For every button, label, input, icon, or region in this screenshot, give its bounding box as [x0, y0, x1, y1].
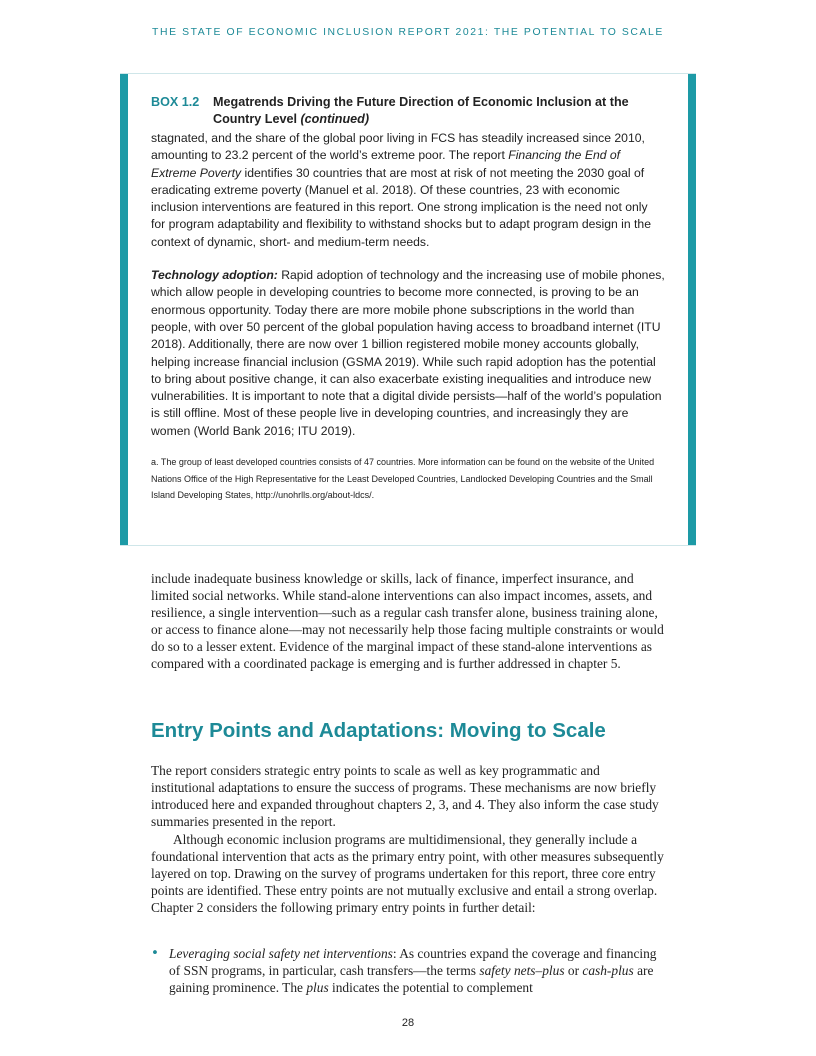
box-left-border	[120, 74, 128, 545]
bullet-social-safety-net: • Leveraging social safety net interventions: As countries expand the coverage and financing of SSN programs, in particular, cash transfers—the terms safety nets–plus or cash-plus are gaining prominence. The plus indicates the potential to complement	[151, 946, 657, 996]
box-footnote: a. The group of least developed countries consists of 47 countries. More information can be found on the website of the United Nations Office of the High Representative for the Least Developed Countries, Landlocked Developing Countries and the Small Island Developing States, http://unohrlls.org/about-ldcs/.	[151, 457, 655, 501]
body-paragraph-multidimensional: Although economic inclusion programs are multidimensional, they generally include a foundational intervention that acts as the primary entry point, with other measures subsequently layered on top. Drawing on the survey of programs undertaken for this report, three core entry points are identified. These entry points are not mutually exclusive and entail a strong overlap. Chapter 2 considers the following primary entry points in further detail:	[151, 832, 664, 916]
box-label: BOX 1.2	[151, 95, 200, 109]
body-paragraph-entry-points: The report considers strategic entry points to scale as well as key programmatic and institutional adaptations to ensure the success of programs. These mechanisms are now briefly introduced here and expanded throughout chapters 2, 3, and 4. They also inform the case study summaries presented in the report.	[151, 763, 659, 830]
box-paragraph-fcs: stagnated, and the share of the global poor living in FCS has steadily increased since 2010, amounting to 23.2 percent of the world’s extreme poor. The report Financing the End of Extreme Poverty identifies 30 countries that are most at risk of not meeting the 2030 goal of eradicating extreme poverty (Manuel et al. 2018). Of these countries, 23 with economic inclusion interventions are featured in this report. One strong implication is the need not only for program adaptability and flexibility to withstand shocks but to adapt program design in the context of dynamic, short- and medium-term needs.	[151, 131, 651, 249]
box-right-border	[688, 74, 696, 545]
box-1-2	[120, 73, 696, 546]
body-paragraph-constraints: include inadequate business knowledge or skills, lack of finance, imperfect insurance, and limited social networks. While stand-alone interventions can also impact incomes, assets, and resilience, a single intervention—such as a regular cash transfer alone, business training alone, or access to finance alone—may not necessarily help those facing multiple constraints or would do so to a lesser extent. Evidence of the marginal impact of these stand-alone interventions as compared with a coordinated package is emerging and is further addressed in chapter 5.	[151, 571, 664, 672]
section-heading: Entry Points and Adaptations: Moving to Scale	[151, 719, 606, 742]
page-number: 28	[401, 1017, 415, 1029]
bullet-dot-icon: •	[151, 946, 159, 961]
box-content	[151, 94, 665, 504]
box-paragraph-technology: Technology adoption: Rapid adoption of technology and the increasing use of mobile phones, which allow people in developing countries to become more connected, is proving to be an enormous opportunity. Today there are more mobile phone subscriptions in the world than people, with over 50 percent of the global population having access to broadband internet (ITU 2018). Additionally, there are now over 1 billion registered mobile money accounts globally, helping increase financial inclusion (GSMA 2019). While such rapid adoption has the potential to bring about positive change, it can also exacerbate existing inequalities and introduce new vulnerabilities. It is important to note that a digital divide persists—half of the world’s population is still offline. Most of these people live in developing countries, and increasingly they are women (World Bank 2016; ITU 2019).	[151, 268, 665, 438]
running-header: THE STATE OF ECONOMIC INCLUSION REPORT 2021: THE POTENTIAL TO SCALE	[152, 27, 664, 38]
technology-adoption-lead: Technology adoption:	[151, 268, 278, 283]
box-title-continued: (continued)	[300, 112, 370, 126]
box-title: Megatrends Driving the Future Direction of Economic Inclusion at the Country Level (continued)	[213, 95, 629, 126]
box-title-row	[151, 94, 665, 128]
